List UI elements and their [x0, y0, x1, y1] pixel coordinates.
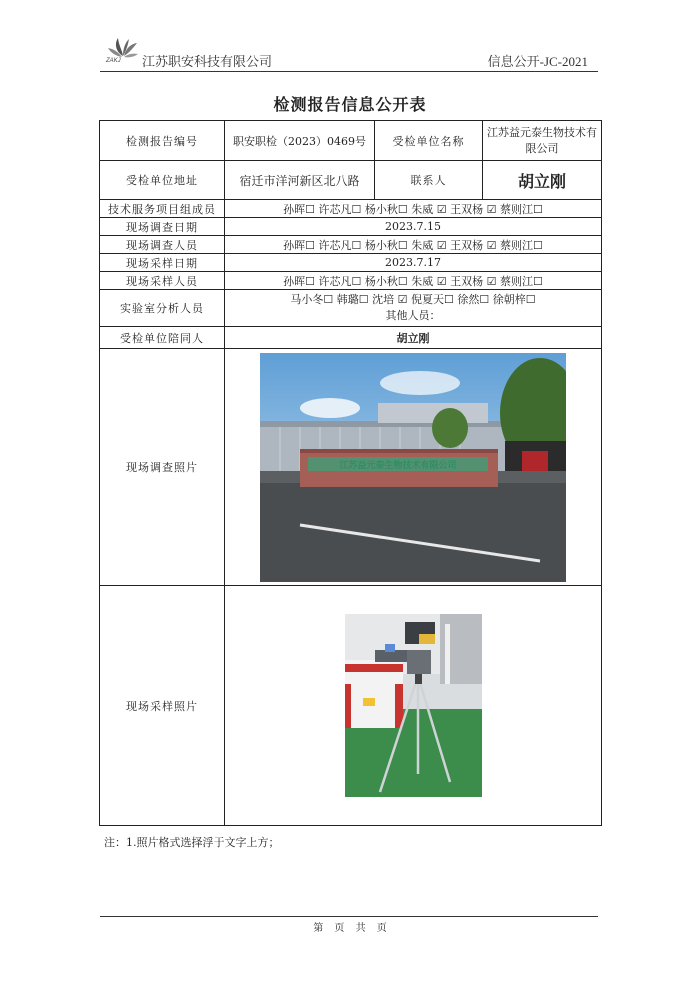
report-no-value: 职安职检（2023）0469号	[225, 121, 375, 161]
table-row	[100, 290, 602, 327]
header-rule	[100, 71, 598, 72]
lab-staff: 马小冬☐ 韩璐☐ 沈培 ☑ 倪夏天☐ 徐然☐ 徐朝梓☐	[290, 293, 536, 306]
table-row	[100, 272, 602, 290]
lab-label: 实验室分析人员	[100, 290, 225, 327]
sampling-date-label: 现场采样日期	[100, 254, 225, 272]
survey-date-value: 2023.7.15	[225, 218, 602, 236]
page-title: 检测报告信息公开表	[273, 95, 427, 114]
address-value: 宿迁市洋河新区北八路	[225, 161, 375, 200]
lab-value	[225, 290, 602, 327]
company-sign-text: 江苏益元泰生物技术有限公司	[339, 460, 457, 471]
survey-date-label: 现场调查日期	[100, 218, 225, 236]
page-header	[100, 32, 598, 72]
footer-rule	[100, 916, 598, 917]
logo-text: ZAKJ	[106, 58, 121, 64]
report-no-label: 检测报告编号	[100, 121, 225, 161]
footnote: 注：1.照片格式选择浮于文字上方；	[104, 836, 280, 849]
table-row	[100, 200, 602, 218]
info-table	[99, 120, 602, 826]
table-row	[100, 218, 602, 236]
address-label: 受检单位地址	[100, 161, 225, 200]
lab-others: 其他人员：	[385, 309, 441, 322]
table-row	[100, 327, 602, 349]
page-number: 第 页 共 页	[313, 923, 387, 934]
table-row	[100, 254, 602, 272]
table-row	[100, 161, 602, 200]
sampling-photo-label: 现场采样照片	[100, 586, 225, 826]
escort-value: 胡立刚	[225, 327, 602, 349]
escort-label: 受检单位陪同人	[100, 327, 225, 349]
sampling-staff-label: 现场采样人员	[100, 272, 225, 290]
client-value: 江苏益元泰生物技术有限公司	[483, 121, 602, 161]
table-row	[100, 236, 602, 254]
sampling-date-value: 2023.7.17	[225, 254, 602, 272]
team-label: 技术服务项目组成员	[100, 200, 225, 218]
table-row	[100, 121, 602, 161]
sampling-staff-value: 孙晖☐ 许芯凡☐ 杨小秋☐ 朱威 ☑ 王双杨 ☑ 蔡则江☐	[225, 272, 602, 290]
survey-photo-cell	[225, 349, 602, 586]
table-row	[100, 586, 602, 826]
contact-value: 胡立刚	[483, 161, 602, 200]
table-row	[100, 349, 602, 586]
document-code: 信息公开-JC-2021	[487, 54, 588, 69]
survey-staff-label: 现场调查人员	[100, 236, 225, 254]
survey-photo	[260, 353, 566, 582]
sampling-photo-cell	[225, 586, 602, 826]
survey-photo-label: 现场调查照片	[100, 349, 225, 586]
sampling-photo	[345, 614, 482, 797]
company-name: 江苏职安科技有限公司	[142, 54, 273, 69]
team-value: 孙晖☐ 许芯凡☐ 杨小秋☐ 朱威 ☑ 王双杨 ☑ 蔡则江☐	[225, 200, 602, 218]
survey-staff-value: 孙晖☐ 许芯凡☐ 杨小秋☐ 朱威 ☑ 王双杨 ☑ 蔡则江☐	[225, 236, 602, 254]
client-label: 受检单位名称	[375, 121, 483, 161]
contact-label: 联系人	[375, 161, 483, 200]
